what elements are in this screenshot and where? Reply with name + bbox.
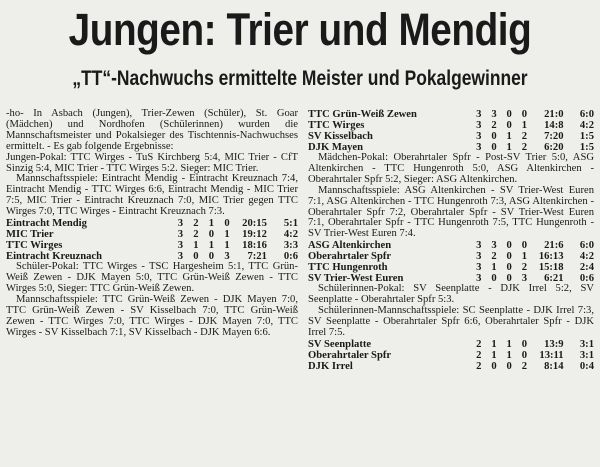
maedchen-mannschaft-paragraph: Mannschaftsspiele: ASG Altenkirchen - SV Trier-West Euren 7:1, ASG Altenkirchen - TTC Hungenroth 7:3, ASG Altenkirchen - Oberahrtaler Spfr 7:2, Oberahrtaler Spfr - SV Trier-West Euren 7:1, Oberahrtaler Spfr - TTC Hungenroth 7:5, TTC Hungenroth - SV Trier-West Euren 7:4. [308,184,594,240]
table-cell-p: 3 [177,218,184,230]
table-cell-w: 1 [491,262,497,274]
table-cell-pts: 4:2 [579,251,594,263]
maedchen-pokal-paragraph: Mädchen-Pokal: Oberahrtaler Spfr - Post-SV Trier 5:0, ASG Altenkirchen - TTC Hungenroth 5:0, ASG Altenkirchen - Oberahrtaler Spfr 5:2, Sieger: ASG Altenkirchen. [308,152,594,185]
table-cell-d: 1 [506,131,512,142]
table-row [308,109,594,120]
table-row [308,120,594,131]
table-cell-d: 0 [506,251,512,263]
table-cell-l: 0 [521,109,528,120]
table-cell-w: 1 [193,240,199,252]
table-cell-l: 3 [224,251,230,263]
table-cell-p: 2 [476,338,482,350]
schuelerinnen-mannschaft-paragraph: Schülerinnen-Mannschaftsspiele: SC Seenplatte - DJK Irrel 7:3, SV Seenplatte - Oberahrtaler Spfr 6:6, Oberahrtaler Spfr - DJK Irrel 7:5. [308,305,594,338]
left-column [6,109,298,338]
table-cell-w: 0 [491,131,497,142]
table-cell-team: TTC Grün-Weiß Zewen [308,109,417,120]
table-cell-team: Eintracht Kreuznach [6,251,103,263]
table-cell-d: 1 [208,240,215,252]
table-cell-w: 3 [491,109,497,120]
table-cell-games: 6:21 [544,273,564,285]
table-cell-w: 1 [491,338,497,350]
table-cell-w: 3 [491,240,497,252]
table-cell-d: 0 [506,240,512,252]
table-cell-team: SV Trier-West Euren [308,273,404,285]
table-cell-team: TTC Wirges [308,120,365,131]
table-cell-w: 2 [491,251,497,263]
table-cell-games: 16:13 [538,251,564,263]
table-cell-w: 2 [193,218,199,230]
table-cell-games: 19:12 [242,229,267,241]
table-cell-pts: 6:0 [579,240,594,252]
table-cell-d: 0 [506,273,512,285]
table-row [308,361,594,372]
table-cell-games: 14:8 [544,120,564,131]
table-cell-p: 2 [476,360,482,372]
table-cell-team: ASG Altenkirchen [308,240,392,252]
table-cell-d: 1 [208,218,215,230]
table-cell-p: 3 [177,251,184,263]
table-row [308,251,594,262]
table-cell-l: 1 [224,240,230,252]
table-cell-games: 7:21 [247,251,267,263]
table-cell-l: 3 [521,273,528,285]
table-row [308,339,594,350]
table-cell-d: 0 [506,360,512,372]
table-cell-pts: 0:6 [283,251,298,263]
table-cell-pts: 3:1 [579,338,594,350]
table-cell-team: MIC Trier [6,229,54,241]
table-cell-w: 0 [193,251,199,263]
jungen-pokal-paragraph: Jungen-Pokal: TTC Wirges - TuS Kirchberg 5:4, MIC Trier - CfT Sinzig 5:4, MIC Trier - TTC Wirges 5:2. Sieger: MIC Trier. [6,151,298,174]
table-cell-p: 3 [476,273,482,285]
table-cell-l: 1 [521,120,528,131]
table-cell-l: 0 [224,218,230,230]
table-cell-p: 3 [476,131,482,142]
table-cell-team: Eintracht Mendig [6,218,87,230]
table-cell-games: 21:0 [544,109,564,120]
table-cell-l: 1 [521,251,528,263]
table-cell-team: DJK Irrel [308,360,353,372]
table-cell-l: 1 [224,229,230,241]
table-cell-pts: 6:0 [579,109,594,120]
schueler-pokal-paragraph: Schüler-Pokal: TTC Wirges - TSC Hargesheim 5:1, TTC Grün-Weiß Zewen - DJK Mayen 5:0, TTC Grün-Weiß Zewen - TTC Wirges 5:0, Sieger: TTC Grün-Weiß Zewen. [6,261,298,294]
table-cell-l: 2 [521,131,528,142]
table-cell-pts: 3:3 [283,240,298,252]
table-row [308,350,594,361]
table-cell-l: 0 [521,240,528,252]
jungen-mannschaft-paragraph: Mannschaftsspiele: Eintracht Mendig - Eintracht Kreuznach 7:4, Eintracht Mendig - TTC Wirges 6:6, Eintracht Mendig - MIC Trier 7:5, MIC Trier - Eintracht Kreuznach 7:0, MIC Trier gegen TTC Wirges 7:0, TTC Wirges - Eintracht Kreuznach 7:3. [6,173,298,218]
table-cell-p: 3 [476,120,482,131]
headline: Jungen: Trier und Mendig [68,4,532,55]
table-row [6,240,298,251]
table-cell-games: 15:18 [538,262,564,274]
table-row [308,131,594,142]
table-cell-pts: 2:4 [579,262,594,274]
schuelerinnen-pokal-paragraph: Schülerinnen-Pokal: SV Seenplatte - DJK Irrel 5:2, SV Seenplatte - Oberahrtaler Spfr 5:3. [308,283,594,306]
table-cell-team: Oberahrtaler Spfr [308,349,392,361]
table-cell-d: 1 [506,338,512,350]
table-cell-d: 0 [208,251,215,263]
table-cell-p: 3 [177,240,184,252]
schueler-standings-table [308,109,594,153]
table-cell-w: 2 [193,229,199,241]
intro-paragraph: -ho- In Asbach (Jungen), Trier-Zewen (Schüler), St. Goar (Mädchen) und Nordhofen (Schülerinnen) wurden die Mannschaftsmeister und Pokalsieger des Tischtennis-Nachwuchses ermittelt. - Es gab folgende Ergebnisse: [6,108,298,152]
table-cell-games: 7:20 [544,131,564,142]
table-cell-pts: 3:1 [579,349,594,361]
table-cell-p: 3 [476,240,482,252]
table-cell-games: 13:11 [539,349,564,361]
table-cell-w: 1 [491,349,497,361]
table-cell-l: 2 [521,142,528,153]
table-row [6,218,298,229]
table-cell-d: 1 [506,142,512,153]
table-cell-games: 18:16 [242,240,267,252]
table-cell-team: TTC Wirges [6,240,63,252]
right-column [308,109,594,372]
table-cell-pts: 4:2 [283,229,298,241]
table-cell-team: SV Seenplatte [308,338,372,350]
table-cell-pts: 5:1 [283,218,298,230]
table-cell-team: Oberahrtaler Spfr [308,251,392,263]
table-cell-l: 2 [521,262,528,274]
table-cell-p: 3 [476,109,482,120]
table-cell-l: 2 [521,360,528,372]
table-cell-d: 0 [506,120,512,131]
table-cell-w: 0 [491,273,497,285]
table-cell-p: 3 [476,142,482,153]
table-row [308,262,594,273]
subheadline: „TT“-Nachwuchs ermittelte Meister und Pokalgewinner [72,67,528,90]
table-cell-p: 3 [177,229,184,241]
table-cell-p: 2 [476,349,482,361]
table-cell-games: 21:6 [544,240,564,252]
table-cell-team: TTC Hungenroth [308,262,388,274]
table-cell-l: 0 [521,338,528,350]
table-cell-p: 3 [476,251,482,263]
table-cell-games: 13:9 [544,338,564,350]
table-cell-p: 3 [476,262,482,274]
table-cell-games: 6:20 [544,142,564,153]
table-cell-d: 0 [506,109,512,120]
table-cell-d: 1 [506,349,512,361]
table-cell-d: 0 [506,262,512,274]
table-cell-pts: 4:2 [579,120,594,131]
schueler-mannschaft-paragraph: Mannschaftsspiele: TTC Grün-Weiß Zewen - DJK Mayen 7:0, TTC Grün-Weiß Zewen - SV Kisselbach 7:0, TTC Grün-Weiß Zewen - TTC Wirges 7:0, TTC Wirges - DJK Mayen 7:0, TTC Wirges - SV Kisselbach 7:1, SV Kisselbach - DJK Mayen 6:6. [6,293,298,338]
jungen-standings-table [6,218,298,262]
table-cell-team: DJK Mayen [308,142,364,153]
schuelerinnen-standings-table [308,339,594,372]
table-cell-pts: 0:6 [579,273,594,285]
table-cell-pts: 1:5 [579,142,594,153]
table-cell-team: SV Kisselbach [308,131,373,142]
table-row [308,240,594,251]
table-cell-games: 8:14 [544,360,564,372]
table-cell-pts: 0:4 [579,360,594,372]
table-cell-w: 0 [491,360,497,372]
maedchen-standings-table [308,240,594,284]
table-cell-d: 0 [208,229,215,241]
table-cell-w: 0 [491,142,497,153]
table-cell-l: 0 [521,349,528,361]
table-cell-pts: 1:5 [579,131,594,142]
table-row [6,229,298,240]
table-cell-games: 20:15 [242,218,267,230]
table-cell-w: 2 [491,120,497,131]
